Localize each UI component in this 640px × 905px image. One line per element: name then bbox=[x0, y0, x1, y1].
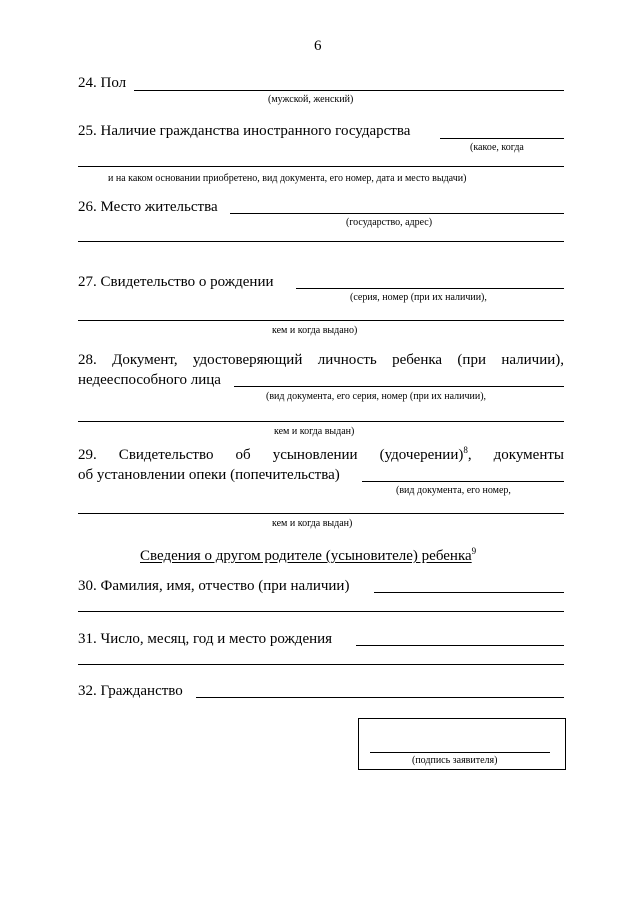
field-29-label-a: 29. Свидетельство об усыновлении (удочерении) bbox=[78, 447, 464, 463]
field-29-hint-2: кем и когда выдан) bbox=[272, 518, 353, 529]
field-29-hint-1: (вид документа, его номер, bbox=[396, 485, 511, 496]
field-25-line[interactable] bbox=[440, 138, 564, 139]
footnote-9-marker: 9 bbox=[471, 546, 477, 556]
field-27-label: 27. Свидетельство о рождении bbox=[78, 274, 274, 290]
field-28-label-line-2: недееспособного лица bbox=[78, 372, 221, 388]
section-title: Сведения о другом родителе (усыновителе) ребенка bbox=[140, 548, 472, 564]
field-30-line[interactable] bbox=[374, 592, 564, 593]
field-30-label: 30. Фамилия, имя, отчество (при наличии) bbox=[78, 578, 350, 594]
field-29-line-2[interactable] bbox=[78, 513, 564, 514]
field-28-label-line-1: 28. Документ, удостоверяющий личность ребенка (при наличии), bbox=[78, 352, 564, 368]
footnote-8-marker: 8 bbox=[463, 445, 468, 455]
field-27-hint-1: (серия, номер (при их наличии), bbox=[350, 292, 487, 303]
field-24-hint: (мужской, женский) bbox=[268, 94, 354, 105]
section-heading bbox=[140, 547, 476, 565]
page-number: 6 bbox=[314, 38, 322, 54]
field-27-hint-2: кем и когда выдано) bbox=[272, 325, 358, 336]
field-28-hint-1: (вид документа, его серия, номер (при их наличии), bbox=[266, 391, 487, 402]
signature-line[interactable] bbox=[370, 752, 550, 753]
field-27-line[interactable] bbox=[296, 288, 564, 289]
field-28-line-2[interactable] bbox=[78, 421, 564, 422]
field-25-label: 25. Наличие гражданства иностранного государства bbox=[78, 123, 411, 139]
field-26-label: 26. Место жительства bbox=[78, 199, 218, 215]
field-25-line-2[interactable] bbox=[78, 166, 564, 167]
field-29-label-b: , документы bbox=[467, 447, 564, 463]
field-26-hint: (государство, адрес) bbox=[346, 217, 433, 228]
field-26-line[interactable] bbox=[230, 213, 564, 214]
field-29-label-line-2: об установлении опеки (попечительства) bbox=[78, 467, 340, 483]
field-25-hint-1: (какое, когда bbox=[470, 142, 524, 153]
signature-hint: (подпись заявителя) bbox=[412, 755, 498, 766]
field-25-hint-2: и на каком основании приобретено, вид документа, его номер, дата и место выдачи) bbox=[108, 173, 467, 184]
field-31-line[interactable] bbox=[356, 645, 564, 646]
field-32-line[interactable] bbox=[196, 697, 564, 698]
field-32-label: 32. Гражданство bbox=[78, 683, 183, 699]
field-29-line[interactable] bbox=[362, 481, 564, 482]
field-30-line-2[interactable] bbox=[78, 611, 564, 612]
field-27-line-2[interactable] bbox=[78, 320, 564, 321]
field-24-line[interactable] bbox=[134, 90, 564, 91]
field-31-line-2[interactable] bbox=[78, 664, 564, 665]
field-24-label: 24. Пол bbox=[78, 75, 127, 91]
field-28-line[interactable] bbox=[234, 386, 564, 387]
field-28-hint-2: кем и когда выдан) bbox=[274, 426, 355, 437]
field-29-label-line-1 bbox=[78, 446, 564, 464]
field-31-label: 31. Число, месяц, год и место рождения bbox=[78, 631, 333, 647]
field-26-line-2[interactable] bbox=[78, 241, 564, 242]
